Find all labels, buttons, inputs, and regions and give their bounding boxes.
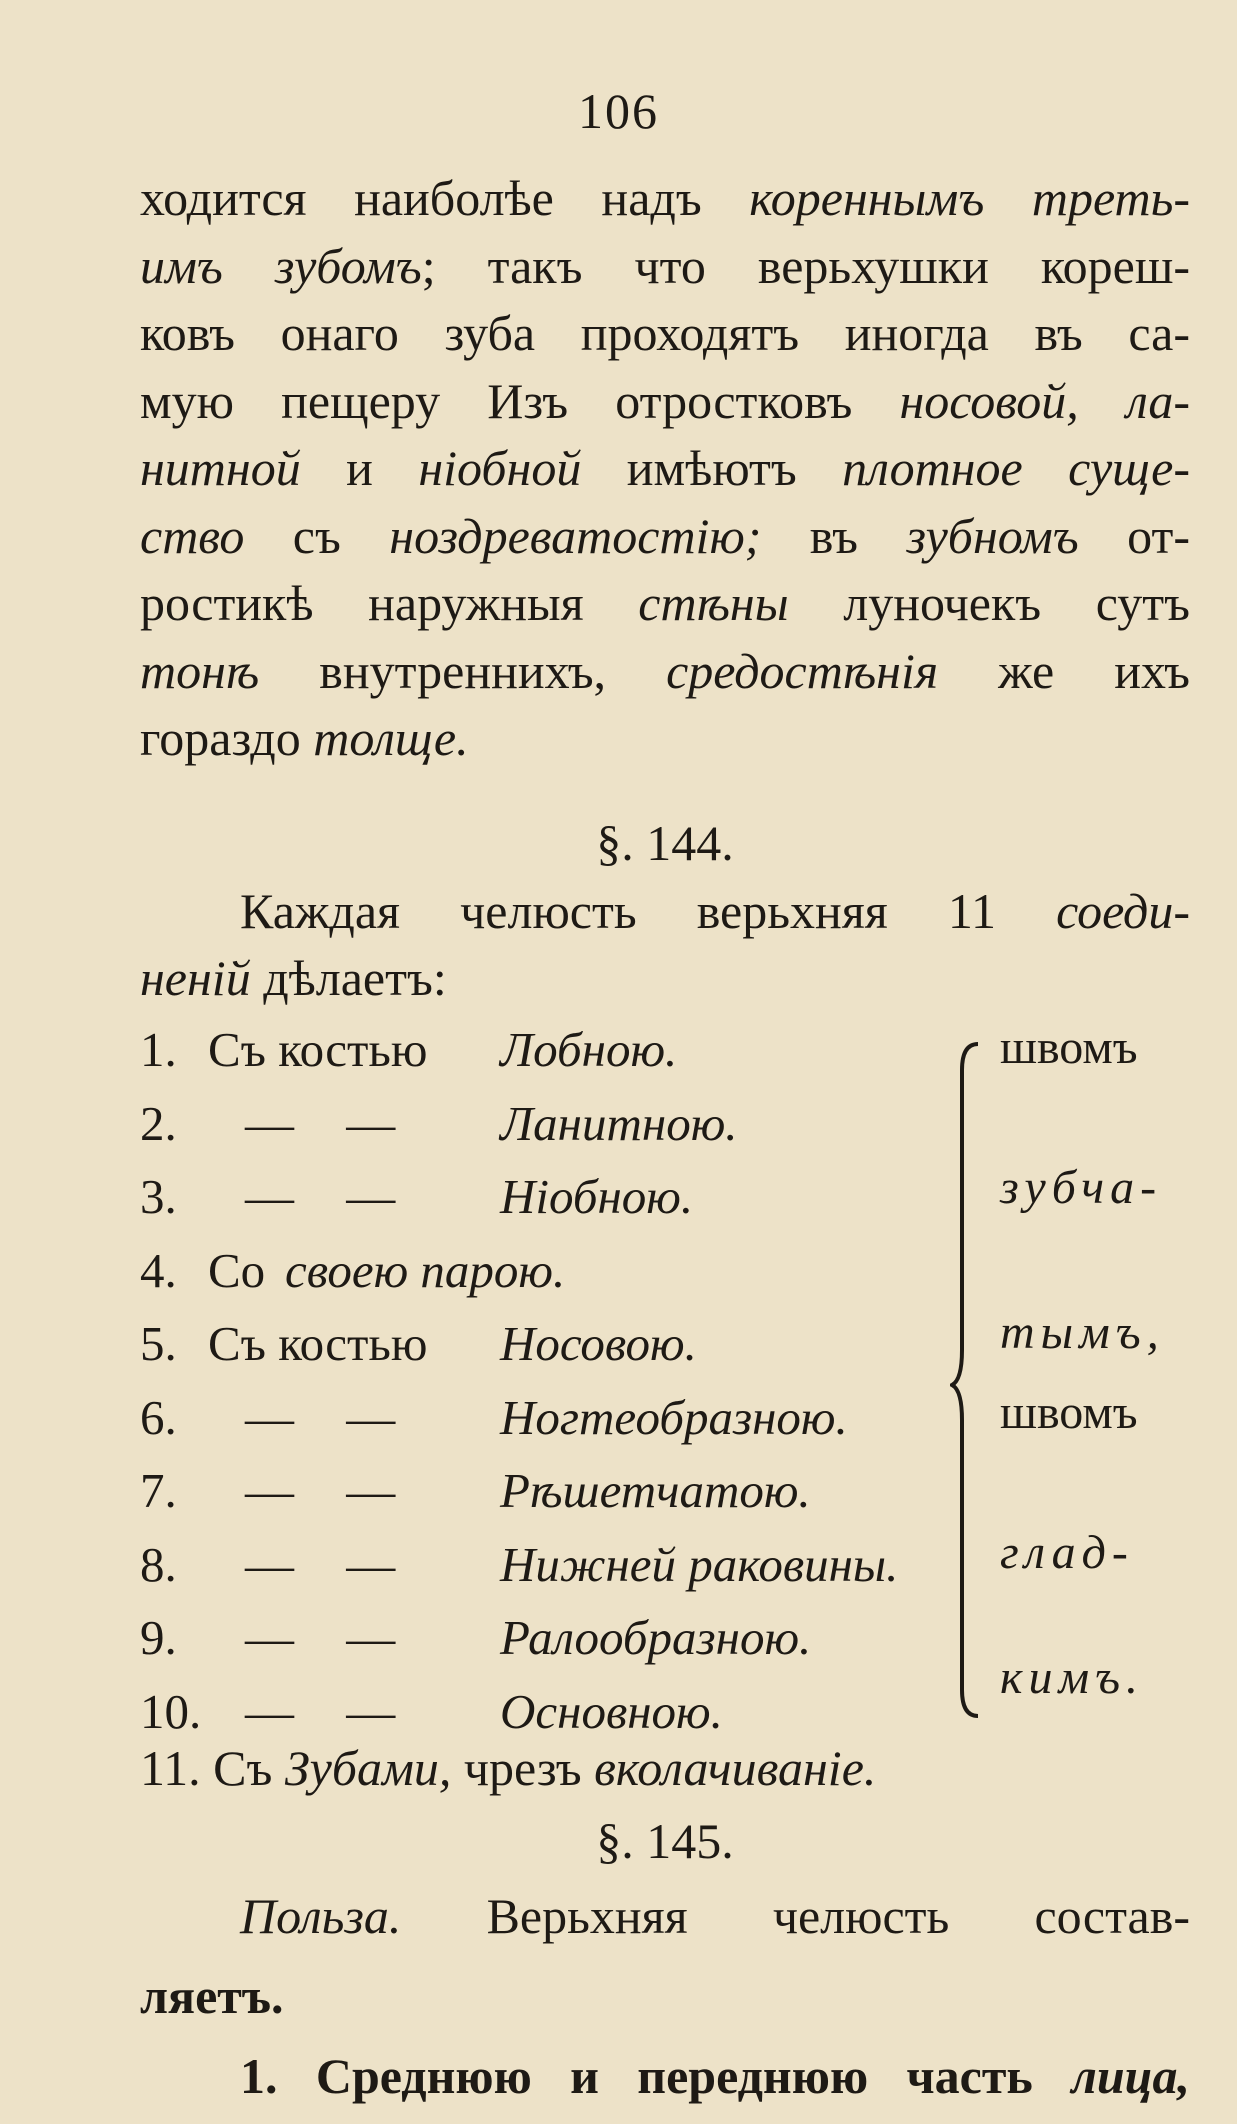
- item-number: 6.: [140, 1389, 177, 1445]
- item-prefix: — —: [245, 1095, 396, 1151]
- item-prefix: — —: [245, 1610, 396, 1665]
- item-prefix: — —: [245, 1169, 396, 1224]
- text-run: имѣютъ: [581, 440, 843, 496]
- item-number: 8.: [140, 1536, 177, 1592]
- text-run: внутреннихъ,: [259, 642, 667, 699]
- text-run: луночекъ сутъ: [788, 575, 1191, 631]
- italic-text: толще.: [313, 710, 469, 766]
- text-line: [140, 503, 1190, 571]
- bone-name: Лобною.: [500, 1022, 678, 1077]
- connections-list: [140, 1013, 1190, 1748]
- joint-type-word: швомъ: [1000, 1386, 1138, 1439]
- item-number: 7.: [140, 1463, 177, 1518]
- bone-name: Нижней раковины.: [500, 1536, 899, 1592]
- item-number: 9.: [140, 1610, 177, 1665]
- text-run: и: [300, 440, 419, 496]
- text-run: чрезъ: [451, 1740, 595, 1796]
- list-item: [140, 1454, 1190, 1528]
- text-run: дѣлаетъ:: [250, 950, 447, 1006]
- page-number: 106: [578, 83, 659, 139]
- section-heading: §. 145.: [596, 1813, 734, 1869]
- text-line: [140, 878, 1190, 946]
- item-number: 4.: [140, 1242, 177, 1298]
- text-line: [140, 638, 1190, 706]
- text-run: 1. Среднюю и переднюю часть: [240, 2047, 1072, 2104]
- italic-text: плотное суще-: [842, 440, 1190, 496]
- italic-text: ніобной: [418, 440, 582, 496]
- text-line: [140, 2036, 1190, 2116]
- joint-type-word: тымъ,: [1000, 1306, 1165, 1359]
- list-item: [140, 1234, 1190, 1308]
- item-number: 5.: [140, 1316, 177, 1371]
- italic-text: ноздреватостію;: [389, 507, 762, 564]
- bone-name: Носовою.: [500, 1316, 697, 1371]
- italic-text: имъ зубомъ: [140, 237, 422, 294]
- text-line: [140, 705, 1190, 773]
- list-item-11: [140, 1732, 1190, 1806]
- bone-name: Ніобною.: [500, 1169, 694, 1224]
- text-run: ходится наиболѣе надъ: [140, 170, 750, 226]
- italic-text: тонѣ: [140, 642, 260, 699]
- italic-text: лица,: [1071, 2047, 1190, 2104]
- joint-type-word: кимъ.: [1000, 1651, 1144, 1704]
- text-run: же ихъ: [938, 642, 1190, 699]
- section-145: [140, 1808, 1190, 2116]
- text-run: ; такъ что верьхушки кореш-: [421, 237, 1190, 294]
- italic-text: кореннымъ треть-: [749, 170, 1191, 226]
- italic-text: Польза.: [240, 1887, 402, 1944]
- item-11-block: [140, 1732, 1190, 1806]
- text-run: Съ: [213, 1740, 285, 1796]
- italic-text: нитной: [140, 440, 301, 496]
- text-run: съ: [244, 507, 390, 564]
- text-run: Верьхняя челюсть состав-: [401, 1887, 1190, 1944]
- text-line: [140, 945, 1190, 1013]
- text-line: [140, 1876, 1190, 1956]
- item-prefix: Со: [208, 1242, 266, 1298]
- joint-type-word: зубча-: [1000, 1161, 1163, 1214]
- italic-text: Зубами,: [284, 1740, 452, 1796]
- item-text: [213, 1740, 876, 1796]
- item-number: 10.: [140, 1683, 202, 1739]
- item-prefix: — —: [245, 1536, 396, 1592]
- brace-icon: [950, 1040, 980, 1720]
- bone-name: своею парою.: [285, 1242, 566, 1298]
- bone-name: Ногтеобразною.: [500, 1389, 848, 1445]
- item-number: 1.: [140, 1022, 177, 1077]
- italic-text: носовой, ла-: [899, 372, 1191, 429]
- bone-name: Ралообразною.: [500, 1610, 812, 1665]
- text-run: ростикѣ наружныя: [140, 575, 639, 631]
- text-line: [140, 368, 1190, 436]
- text-run: гораздо: [140, 710, 314, 766]
- item-prefix: — —: [245, 1683, 396, 1739]
- list-item: [140, 1087, 1190, 1161]
- bone-name: Рѣшетчатою.: [500, 1463, 811, 1518]
- text-run: ковъ онаго зуба проходятъ иногда въ са-: [140, 305, 1190, 361]
- section-144: [140, 810, 1190, 1013]
- italic-text: зубномъ: [906, 507, 1079, 564]
- item-number: 3.: [140, 1169, 177, 1224]
- text-run: от-: [1078, 507, 1191, 564]
- item-number: 2.: [140, 1095, 177, 1151]
- text-run: мую пещеру Изъ отростковъ: [140, 372, 900, 429]
- item-prefix: Съ костью: [208, 1022, 428, 1077]
- italic-text: стѣны: [638, 575, 789, 631]
- italic-text: неній: [140, 950, 251, 1006]
- text-line: [140, 435, 1190, 503]
- text-line: [140, 570, 1190, 638]
- bone-name: Основною.: [500, 1683, 723, 1739]
- item-prefix: — —: [245, 1389, 396, 1445]
- item-prefix: — —: [245, 1463, 396, 1518]
- text-run: въ: [761, 507, 907, 564]
- italic-text: вколачиваніе.: [594, 1740, 877, 1796]
- italic-text: соеди-: [1056, 882, 1190, 939]
- paragraph-1: [140, 165, 1190, 773]
- text-run: Каждая челюсть верьхняя 11: [240, 882, 1057, 939]
- joint-type-word: глад-: [1000, 1526, 1134, 1579]
- item-prefix: Съ костью: [208, 1316, 428, 1371]
- bone-name: Ланитною.: [500, 1095, 738, 1151]
- text-line: [140, 300, 1190, 368]
- italic-text: ство: [140, 507, 245, 564]
- text-line: [140, 233, 1190, 301]
- section-heading: §. 144.: [596, 815, 734, 871]
- item-number: 11.: [140, 1740, 201, 1796]
- text-line: [140, 165, 1190, 233]
- joint-type-word: швомъ: [1000, 1021, 1138, 1074]
- italic-text: средостѣнія: [666, 642, 939, 699]
- text-line: ляетъ.: [140, 1967, 284, 2024]
